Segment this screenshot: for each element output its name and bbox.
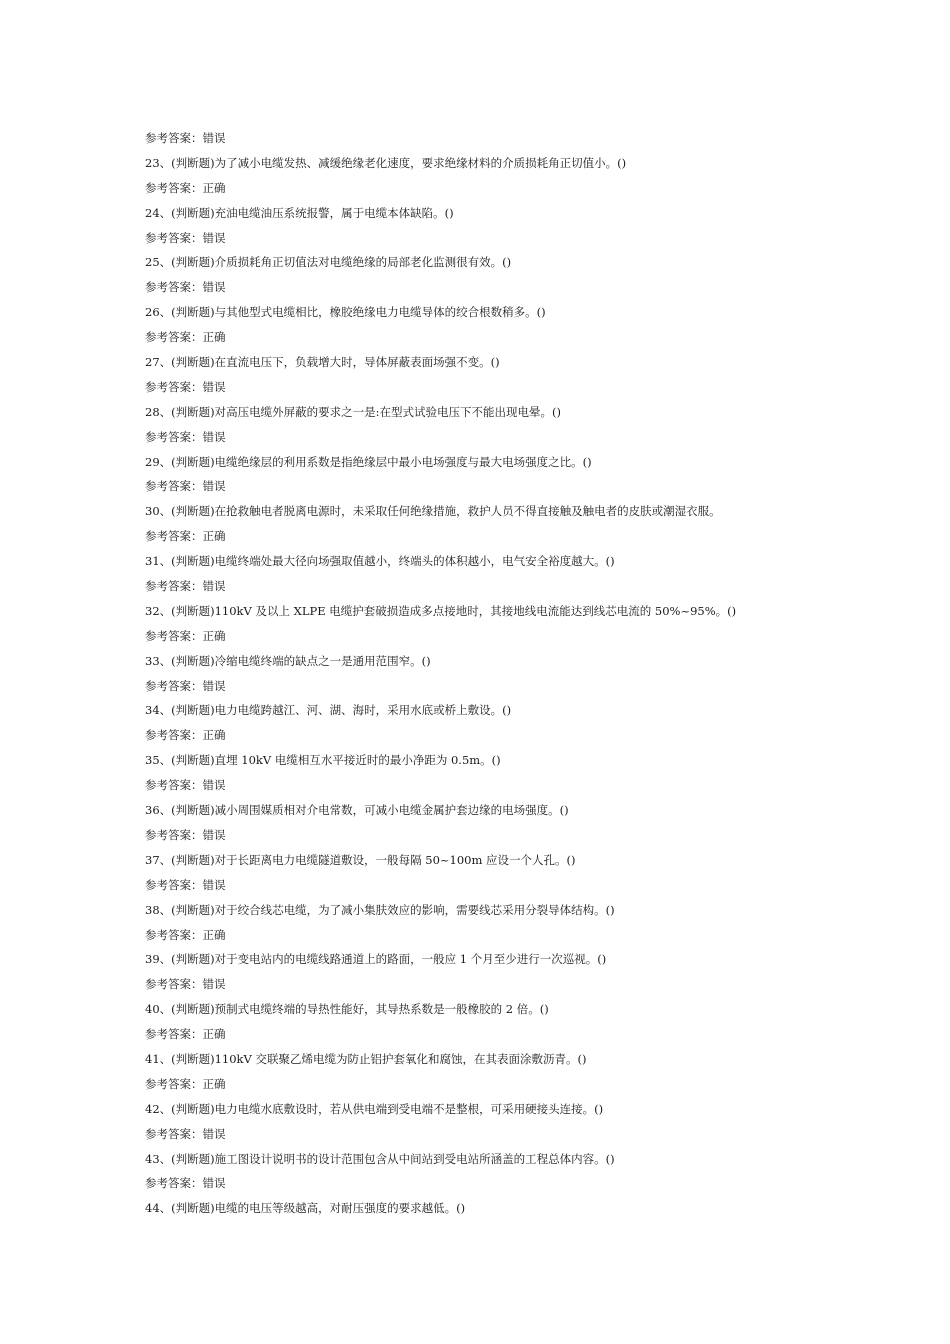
question-line: 32、(判断题)110kV 及以上 XLPE 电缆护套破损造成多点接地时，其接地线电流能达到线芯电流的 50%~95%。() (145, 603, 737, 618)
answer-line: 参考答案：正确 (145, 1027, 226, 1042)
answer-line: 参考答案：错误 (145, 131, 226, 145)
answer-line: 参考答案：正确 (145, 330, 226, 345)
question-line: 38、(判断题)对于绞合线芯电缆，为了减小集肤效应的影响，需要线芯采用分裂导体结构。() (145, 902, 615, 917)
answer-line: 参考答案：正确 (145, 628, 226, 643)
answer-line: 参考答案：错误 (145, 678, 226, 693)
question-line: 30、(判断题)在抢救触电者脱离电源时，未采取任何绝缘措施，救护人员不得直接触及触电者的皮肤或潮湿衣服。 (145, 504, 721, 519)
question-line: 28、(判断题)对高压电缆外屏蔽的要求之一是:在型式试验电压下不能出现电晕。() (145, 404, 561, 419)
question-line: 24、(判断题)充油电缆油压系统报警，属于电缆本体缺陷。() (145, 205, 454, 220)
answer-line: 参考答案：正确 (145, 927, 226, 942)
answer-line: 参考答案：正确 (145, 728, 226, 743)
question-line: 37、(判断题)对于长距离电力电缆隧道敷设，一般每隔 50~100m 应设一个人孔。() (145, 852, 576, 867)
question-line: 43、(判断题)施工图设计说明书的设计范围包含从中间站到受电站所涵盖的工程总体内容。() (145, 1151, 615, 1166)
question-line: 26、(判断题)与其他型式电缆相比，橡胶绝缘电力电缆导体的绞合根数稍多。() (145, 305, 546, 320)
question-line: 40、(判断题)预制式电缆终端的导热性能好，其导热系数是一般橡胶的 2 倍。() (145, 1002, 549, 1017)
question-line: 41、(判断题)110kV 交联聚乙烯电缆为防止铝护套氧化和腐蚀，在其表面涂敷沥青。() (145, 1051, 587, 1066)
question-line: 42、(判断题)电力电缆水底敷设时，若从供电端到受电端不是整根，可采用硬接头连接。() (145, 1101, 604, 1116)
question-line: 23、(判断题)为了减小电缆发热、减缓绝缘老化速度，要求绝缘材料的介质损耗角正切值小。() (145, 155, 627, 170)
answer-line: 参考答案：正确 (145, 180, 226, 195)
question-line: 35、(判断题)直埋 10kV 电缆相互水平接近时的最小净距为 0.5m。() (145, 753, 501, 768)
answer-line: 参考答案：错误 (145, 1126, 226, 1141)
answer-line: 参考答案：错误 (145, 230, 226, 245)
question-list (145, 126, 925, 1221)
question-line: 25、(判断题)介质损耗角正切值法对电缆绝缘的局部老化监测很有效。() (145, 255, 512, 270)
answer-line: 参考答案：正确 (145, 1076, 226, 1091)
answer-line: 参考答案：错误 (145, 379, 226, 394)
question-line: 29、(判断题)电缆绝缘层的利用系数是指绝缘层中最小电场强度与最大电场强度之比。() (145, 454, 592, 469)
answer-line: 参考答案：错误 (145, 429, 226, 444)
answer-line: 参考答案：错误 (145, 977, 226, 992)
answer-line: 参考答案：错误 (145, 778, 226, 793)
question-line: 34、(判断题)电力电缆跨越江、河、湖、海时，采用水底或桥上敷设。() (145, 703, 512, 718)
answer-line: 参考答案：错误 (145, 280, 226, 295)
answer-line: 参考答案：错误 (145, 579, 226, 594)
question-line: 31、(判断题)电缆终端处最大径向场强取值越小，终端头的体积越小，电气安全裕度越大。() (145, 554, 615, 569)
question-line: 33、(判断题)冷缩电缆终端的缺点之一是通用范围窄。() (145, 653, 431, 668)
question-line: 36、(判断题)减小周围媒质相对介电常数，可减小电缆金属护套边缘的电场强度。() (145, 803, 569, 818)
answer-line: 参考答案：错误 (145, 479, 226, 494)
question-line: 39、(判断题)对于变电站内的电缆线路通道上的路面，一般应 1 个月至少进行一次巡视。() (145, 952, 607, 967)
question-line: 27、(判断题)在直流电压下，负载增大时，导体屏蔽表面场强不变。() (145, 355, 500, 370)
answer-line: 参考答案：错误 (145, 877, 226, 892)
question-line: 44、(判断题)电缆的电压等级越高，对耐压强度的要求越低。() (145, 1201, 466, 1216)
answer-line: 参考答案：错误 (145, 1176, 226, 1191)
answer-line: 参考答案：错误 (145, 827, 226, 842)
answer-line: 参考答案：正确 (145, 529, 226, 544)
